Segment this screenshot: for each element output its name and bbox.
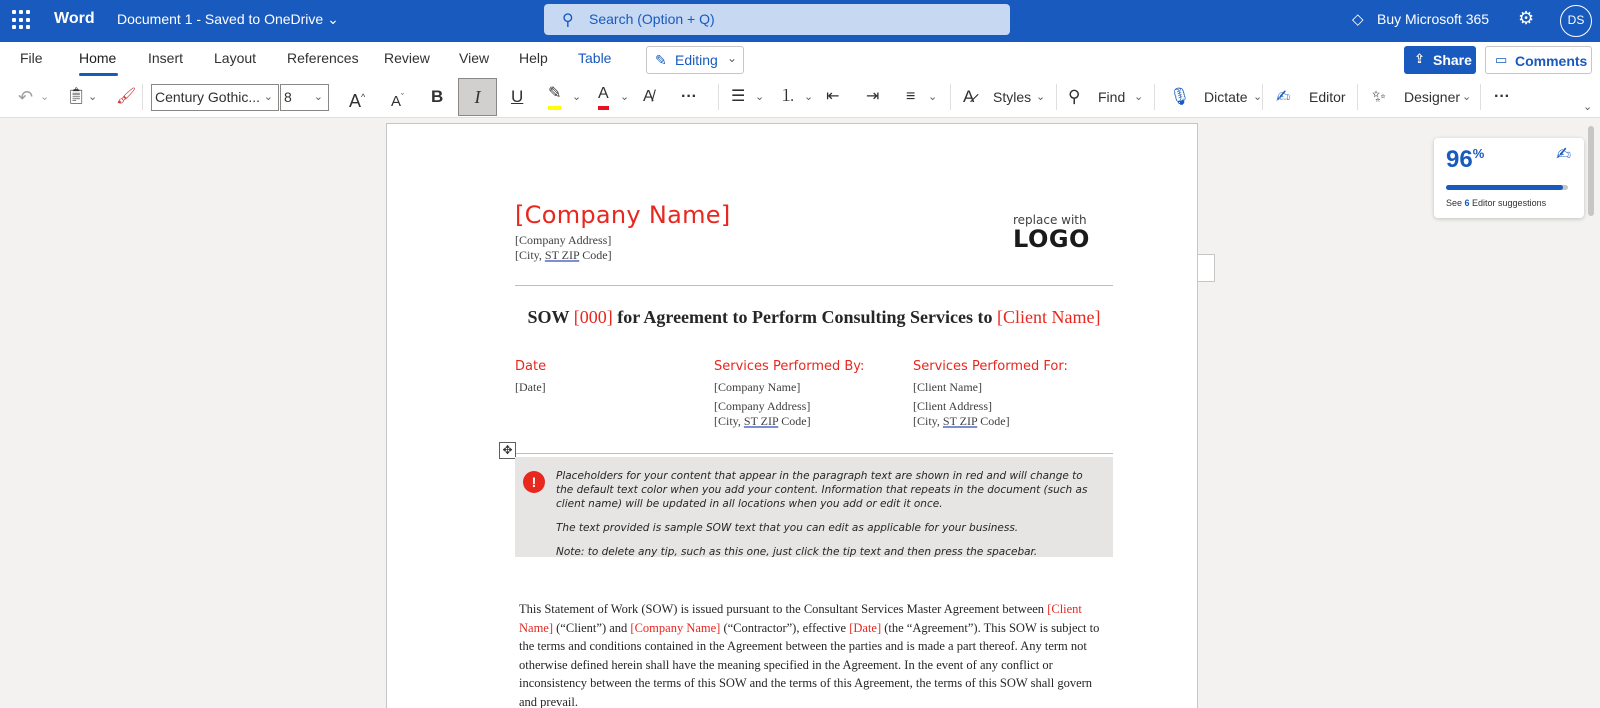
bold-button[interactable]: B <box>431 87 444 106</box>
tab-file[interactable]: File <box>20 50 43 66</box>
city-prefix: [City, <box>714 414 744 428</box>
st-zip: ST ZIP <box>743 414 779 428</box>
editor-score-bar <box>1446 185 1568 190</box>
editor-score <box>1446 146 1484 174</box>
divider-line <box>515 285 1113 286</box>
divider <box>1262 84 1263 110</box>
tab-insert[interactable]: Insert <box>148 50 184 66</box>
editing-mode-button[interactable] <box>646 46 744 74</box>
font-size-value: 8 <box>284 89 292 105</box>
app-launcher-icon[interactable] <box>12 10 32 30</box>
services-for-city <box>913 414 1010 429</box>
services-by-city <box>714 414 811 429</box>
editor-button[interactable]: Editor <box>1309 89 1346 105</box>
tab-layout[interactable]: Layout <box>214 50 257 66</box>
body-date: [Date] <box>849 620 882 635</box>
alert-icon: ! <box>523 471 545 493</box>
tip-text-1: Placeholders for your content that appear in the paragraph text are shown in red and will change to the default text color when you add your content. Information that repeats in the document (such as client name) will be updated in all locations when you add or edit it once. <box>556 470 1088 510</box>
italic-button[interactable]: I <box>458 78 497 116</box>
services-for-heading: Services Performed For: <box>913 359 1068 374</box>
company-name[interactable]: [Company Name] <box>515 201 731 229</box>
divider <box>1357 84 1358 110</box>
tab-help[interactable]: Help <box>519 50 548 66</box>
grow-font-icon[interactable]: A^ <box>349 91 366 111</box>
city-suffix: Code] <box>977 414 1010 428</box>
body-text-3: (“Contractor”), effective <box>720 620 850 635</box>
chevron-down-icon: ⌄ <box>727 51 738 65</box>
bullets-chevron-icon[interactable]: ⌄ <box>755 91 765 103</box>
highlight-chevron-icon[interactable]: ⌄ <box>572 91 582 103</box>
date-value[interactable]: [Date] <box>515 380 546 394</box>
pencil-icon: ✎ <box>655 52 667 68</box>
comments-button[interactable] <box>1485 46 1592 74</box>
services-for-address-line: [Client Address] <box>913 399 992 413</box>
divider <box>1056 84 1057 110</box>
city-suffix: Code] <box>778 414 811 428</box>
body-client: [Client Name] <box>519 602 1082 635</box>
divider-line <box>515 453 1113 454</box>
vertical-scrollbar[interactable] <box>1588 126 1594 216</box>
body-text-4: (the “Agreement”). This SOW is subject to the terms and conditions contained in the Agreement between the parties and is made a part thereof. Any term not otherwise defined herein shall have the meaning specified in the Agreement. In the event of any conflict or inconsistency between the terms of this SOW and the terms of this Agreement, the terms of this SOW shall govern and prevail. <box>519 620 1100 708</box>
suggestions-label: Editor suggestions <box>1469 198 1547 208</box>
share-button[interactable] <box>1404 46 1476 74</box>
share-label: Share <box>1433 52 1472 68</box>
editor-score-fill <box>1446 185 1563 190</box>
title-middle: for Agreement to Perform Consulting Services to <box>612 307 997 327</box>
suggestion-count: 6 <box>1464 198 1470 208</box>
tip-text-3: Note: to delete any tip, such as this one, just click the tip text and then press the spacebar. <box>556 546 1038 558</box>
paste-chevron-icon[interactable]: ⌄ <box>88 91 98 103</box>
highlight-icon[interactable]: ✎ <box>548 84 561 110</box>
bullets-icon[interactable]: ☰ <box>731 88 746 105</box>
comments-label: Comments <box>1515 53 1588 69</box>
divider <box>718 84 719 110</box>
body-text-2: (“Client”) and <box>553 620 631 635</box>
dictate-button[interactable]: Dictate <box>1204 89 1248 105</box>
see-label: See <box>1446 198 1465 208</box>
designer-button[interactable]: Designer <box>1404 89 1461 105</box>
search-placeholder: Search (Option + Q) <box>589 11 715 27</box>
document-canvas[interactable] <box>0 119 1600 708</box>
city-suffix: Code] <box>579 248 612 262</box>
designer-chevron-icon[interactable]: ⌄ <box>1462 91 1472 103</box>
styles-chevron-icon[interactable]: ⌄ <box>1036 91 1046 103</box>
services-for-client[interactable]: [Client Name] <box>913 380 982 394</box>
undo-chevron-icon[interactable]: ⌄ <box>40 91 50 103</box>
percent-sign: % <box>1472 146 1485 161</box>
font-name-value: Century Gothic... <box>155 89 261 105</box>
find-button[interactable]: Find <box>1098 89 1126 105</box>
divider <box>950 84 951 110</box>
body-text-1: This Statement of Work (SOW) is issued pursuant to the Consultant Services Master Agreement between <box>519 602 1048 616</box>
city-line <box>515 248 612 263</box>
title-client: [Client Name] <box>996 307 1101 327</box>
search-icon: ⚲ <box>562 12 574 29</box>
styles-button[interactable]: Styles <box>993 89 1032 105</box>
st-zip: ST ZIP <box>942 414 978 428</box>
title-number: [000] <box>573 307 613 327</box>
designer-icon[interactable]: ✨︎ <box>1372 87 1386 106</box>
ribbon-tabs <box>0 42 1600 76</box>
services-by-company[interactable]: [Company Name] <box>714 380 801 394</box>
buy-microsoft-365-link[interactable]: Buy Microsoft 365 <box>1377 11 1490 27</box>
services-by-heading: Services Performed By: <box>714 359 865 374</box>
services-for-address[interactable] <box>913 399 1010 429</box>
font-color-chevron-icon[interactable]: ⌄ <box>620 91 630 103</box>
font-color-icon[interactable]: A <box>598 84 609 110</box>
services-by-address[interactable] <box>714 399 811 429</box>
microphone-icon[interactable]: 🎙︎ <box>1169 87 1191 106</box>
underline-button[interactable]: U <box>511 87 524 106</box>
tab-review[interactable]: Review <box>384 50 430 66</box>
align-icon[interactable]: ≡ <box>906 88 916 105</box>
body-company: [Company Name] <box>630 620 721 635</box>
tip-box[interactable] <box>515 457 1113 557</box>
format-painter-icon[interactable]: 🖌︎ <box>116 88 137 105</box>
title-bar <box>0 0 1600 42</box>
floating-panel-edge <box>1198 254 1215 282</box>
dictate-chevron-icon[interactable]: ⌄ <box>1253 91 1263 103</box>
clear-formatting-icon[interactable]: A̸ <box>643 88 654 105</box>
tip-text-2: The text provided is sample SOW text that you can edit as applicable for your business. <box>556 522 1019 534</box>
document-name[interactable]: Document 1 - Saved to OneDrive ⌄ <box>117 11 339 27</box>
decrease-indent-icon[interactable]: ⇤ <box>826 88 840 105</box>
search-box[interactable] <box>544 4 1010 35</box>
find-chevron-icon[interactable]: ⌄ <box>1134 91 1144 103</box>
avatar[interactable]: DS <box>1560 5 1592 37</box>
divider <box>1480 84 1481 110</box>
more-font-options-button[interactable]: ··· <box>681 88 697 105</box>
body-paragraph[interactable] <box>519 600 1113 708</box>
logo-placeholder-caption: replace with <box>1013 213 1087 227</box>
gear-icon[interactable]: ⚙ <box>1518 8 1535 28</box>
editor-score-card[interactable] <box>1434 138 1584 218</box>
comment-icon: ▭ <box>1495 52 1508 67</box>
tab-references[interactable]: References <box>287 50 359 66</box>
editing-label: Editing <box>675 52 718 68</box>
city-prefix: [City, <box>515 248 545 262</box>
logo-placeholder[interactable]: LOGO <box>1013 225 1090 253</box>
styles-icon[interactable]: A̷ <box>963 87 975 106</box>
company-address-block[interactable] <box>515 233 612 263</box>
numbering-icon[interactable]: ⒈ <box>780 88 797 105</box>
clipboard-icon[interactable]: 📋︎ <box>66 88 87 105</box>
city-prefix: [City, <box>913 414 943 428</box>
company-address: [Company Address] <box>515 233 612 247</box>
undo-icon[interactable]: ↶ <box>18 87 34 107</box>
font-size-select[interactable] <box>280 84 329 111</box>
font-name-select[interactable] <box>151 84 279 111</box>
date-heading: Date <box>515 359 547 374</box>
numbering-chevron-icon[interactable]: ⌄ <box>804 91 814 103</box>
ribbon-expand-chevron-icon[interactable]: ⌄ <box>1583 101 1593 113</box>
sow-title[interactable] <box>515 307 1113 328</box>
title-sow: SOW <box>527 307 574 327</box>
services-by-address-line: [Company Address] <box>714 399 811 413</box>
tab-view[interactable]: View <box>459 50 490 66</box>
share-icon: ⇪ <box>1414 51 1425 66</box>
editor-icon[interactable]: ✍ <box>1276 87 1291 106</box>
find-icon[interactable]: ⚲ <box>1068 87 1081 106</box>
tab-home[interactable]: Home <box>79 50 117 66</box>
tab-table[interactable]: Table <box>578 50 612 66</box>
divider <box>142 84 143 110</box>
editor-score-value: 96 <box>1446 146 1473 173</box>
increase-indent-icon[interactable]: ⇥ <box>866 88 880 105</box>
more-options-button[interactable]: ··· <box>1494 88 1510 105</box>
st-zip: ST ZIP <box>544 248 580 262</box>
document-page[interactable] <box>386 123 1198 708</box>
shrink-font-icon[interactable]: $A^ˇ$ <box>391 92 405 110</box>
table-move-handle-icon[interactable]: ✥ <box>499 442 516 459</box>
chevron-down-icon: ⌄ <box>263 91 273 103</box>
chevron-down-icon: ⌄ <box>313 91 323 103</box>
editor-icon: ✍ <box>1556 144 1572 164</box>
app-name[interactable]: Word <box>54 10 95 27</box>
diamond-icon: ◇ <box>1352 11 1364 28</box>
align-chevron-icon[interactable]: ⌄ <box>928 91 938 103</box>
editor-suggestions-link[interactable] <box>1446 198 1546 208</box>
divider <box>1154 84 1155 110</box>
home-toolbar <box>0 76 1600 118</box>
